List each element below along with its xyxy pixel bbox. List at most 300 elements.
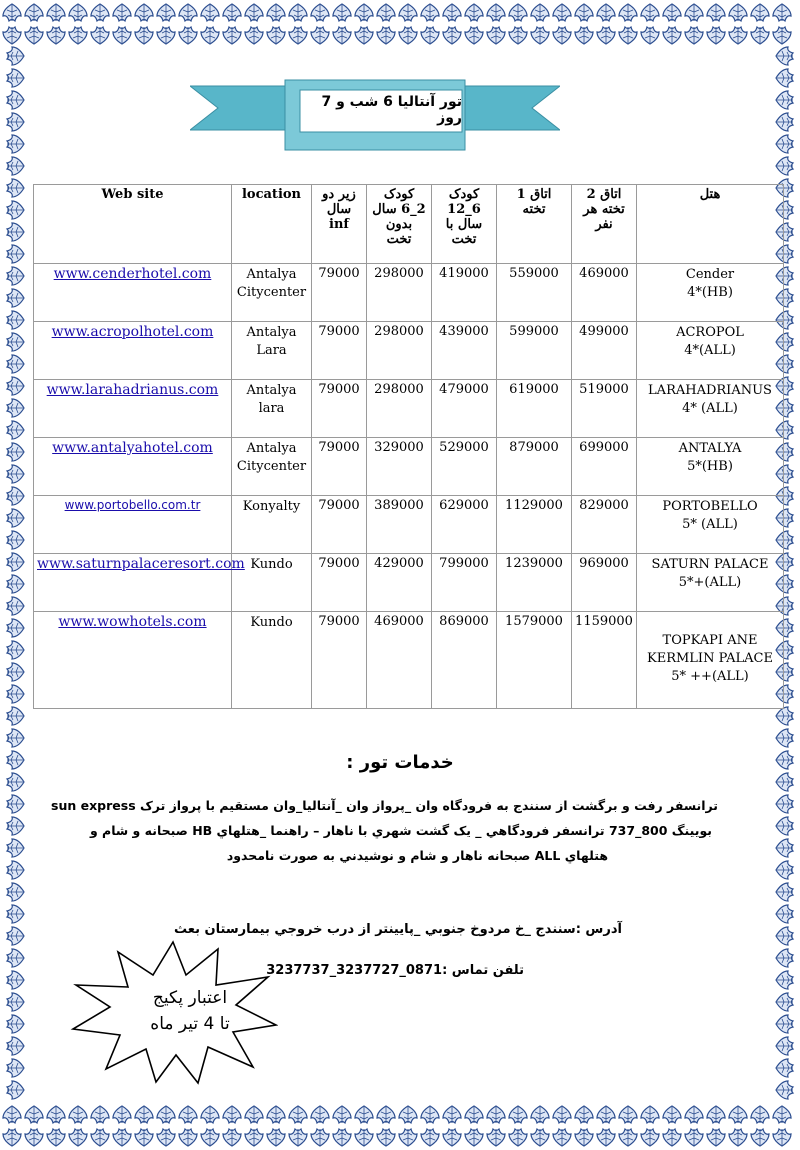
leaf-ornament xyxy=(7,47,24,65)
child-nobed-price: 389000 xyxy=(367,496,432,554)
double-room-price: 519000 xyxy=(572,380,637,438)
leaf-ornament xyxy=(69,1129,87,1146)
leaf-ornament xyxy=(113,27,131,44)
leaf-ornament xyxy=(7,1081,24,1099)
leaf-ornament xyxy=(443,1129,461,1146)
website-link[interactable]: www.saturnpalaceresort.com xyxy=(37,556,245,572)
leaf-ornament xyxy=(25,1129,43,1146)
leaf-ornament xyxy=(7,729,24,747)
leaf-ornament xyxy=(7,685,24,703)
location-line-2: Citycenter xyxy=(236,285,307,300)
leaf-ornament xyxy=(7,773,24,791)
leaf-ornament xyxy=(7,69,24,87)
leaf-ornament xyxy=(776,135,793,153)
leaf-ornament xyxy=(751,27,769,44)
leaf-ornament xyxy=(7,663,24,681)
location-line-1: Antalya xyxy=(246,325,297,340)
leaf-ornament xyxy=(7,861,24,879)
leaf-ornament xyxy=(7,509,24,527)
website-link[interactable]: www.wowhotels.com xyxy=(58,614,207,630)
leaf-ornament xyxy=(289,27,307,44)
leaf-ornament xyxy=(7,641,24,659)
leaf-ornament xyxy=(575,1106,593,1123)
leaf-ornament xyxy=(776,861,793,879)
leaf-ornament xyxy=(7,1059,24,1077)
leaf-ornament xyxy=(421,4,439,21)
leaf-ornament xyxy=(3,27,21,44)
child-bed-price: 529000 xyxy=(432,438,497,496)
leaf-ornament xyxy=(729,1106,747,1123)
leaf-ornament xyxy=(776,69,793,87)
leaf-ornament xyxy=(7,553,24,571)
leaf-ornament xyxy=(776,773,793,791)
location-line-2: lara xyxy=(258,401,285,416)
single-room-price: 599000 xyxy=(497,322,572,380)
leaf-ornament xyxy=(421,1129,439,1146)
header-child-bed xyxy=(432,185,497,264)
leaf-ornament xyxy=(157,1129,175,1146)
website-link[interactable]: www.cenderhotel.com xyxy=(53,266,212,282)
leaf-ornament xyxy=(179,27,197,44)
hotel-name-line-2: KERMLIN PALACE xyxy=(647,651,773,666)
hotel-name-line-2: 4*(HB) xyxy=(687,285,733,300)
leaf-ornament xyxy=(776,113,793,131)
leaf-ornament xyxy=(707,1129,725,1146)
leaf-ornament xyxy=(135,4,153,21)
hotel-cell xyxy=(637,380,784,438)
leaf-ornament xyxy=(223,27,241,44)
leaf-ornament xyxy=(377,4,395,21)
services-line-3: هتلهاي ALL صبحانه ناهار و شام و نوشيدني به صورت نامحدود xyxy=(226,848,608,863)
hotel-name-line-1: LARAHADRIANUS xyxy=(648,383,772,398)
services-title: خدمات تور : xyxy=(346,752,454,773)
leaf-ornament xyxy=(776,971,793,989)
leaf-ornament xyxy=(25,27,43,44)
leaf-ornament xyxy=(729,27,747,44)
leaf-ornament xyxy=(465,27,483,44)
leaf-ornament xyxy=(465,1106,483,1123)
leaf-ornament xyxy=(25,1106,43,1123)
leaf-ornament xyxy=(69,4,87,21)
leaf-ornament xyxy=(487,27,505,44)
leaf-ornament xyxy=(135,1129,153,1146)
header-child-bed-line4: تخت xyxy=(451,232,477,247)
leaf-ornament xyxy=(776,927,793,945)
validity-line-2: تا 4 تير ماه xyxy=(150,1014,230,1034)
leaf-ornament xyxy=(7,817,24,835)
table-header-row xyxy=(34,185,784,264)
header-child-nobed-line2: 2_6 سال xyxy=(372,202,426,217)
hotel-name-line-1: ACROPOL xyxy=(676,325,744,340)
hotel-name-line-1: Cender xyxy=(685,267,735,282)
table-row xyxy=(34,264,784,322)
header-hotel: هتل xyxy=(637,185,784,264)
leaf-ornament xyxy=(776,839,793,857)
leaf-ornament xyxy=(531,27,549,44)
infant-price: 79000 xyxy=(312,554,367,612)
leaf-ornament xyxy=(355,1106,373,1123)
leaf-ornament xyxy=(641,1106,659,1123)
leaf-ornament xyxy=(7,223,24,241)
leaf-ornament xyxy=(3,1106,21,1123)
double-room-price: 969000 xyxy=(572,554,637,612)
leaf-ornament xyxy=(355,1129,373,1146)
header-infant-line2: سال xyxy=(326,202,352,217)
header-child-bed-line1: کودک xyxy=(448,187,480,202)
leaf-ornament xyxy=(7,157,24,175)
infant-price: 79000 xyxy=(312,438,367,496)
leaf-ornament xyxy=(7,245,24,263)
leaf-ornament xyxy=(7,619,24,637)
header-single-line2: تخته xyxy=(522,202,546,217)
leaf-ornament xyxy=(7,201,24,219)
leaf-ornament xyxy=(663,27,681,44)
location-cell xyxy=(232,380,312,438)
leaf-ornament xyxy=(575,4,593,21)
single-room-price: 1239000 xyxy=(497,554,572,612)
leaf-ornament xyxy=(465,4,483,21)
child-bed-price: 479000 xyxy=(432,380,497,438)
child-bed-price: 869000 xyxy=(432,612,497,709)
child-bed-price: 419000 xyxy=(432,264,497,322)
leaf-ornament xyxy=(355,27,373,44)
leaf-ornament xyxy=(553,1129,571,1146)
leaf-ornament xyxy=(443,1106,461,1123)
leaf-ornament xyxy=(47,4,65,21)
leaf-ornament xyxy=(47,1106,65,1123)
leaf-ornament xyxy=(776,795,793,813)
leaf-ornament xyxy=(531,1129,549,1146)
leaf-ornament xyxy=(421,1106,439,1123)
header-infant-line3: inf xyxy=(329,217,349,232)
child-nobed-price: 329000 xyxy=(367,438,432,496)
child-nobed-price: 429000 xyxy=(367,554,432,612)
leaf-ornament xyxy=(267,1129,285,1146)
location-line-1: Kundo xyxy=(250,557,293,572)
leaf-ornament xyxy=(311,4,329,21)
leaf-ornament xyxy=(776,729,793,747)
website-cell xyxy=(34,322,232,380)
leaf-ornament xyxy=(245,1129,263,1146)
website-link[interactable]: www.portobello.com.tr xyxy=(64,498,201,512)
leaf-ornament xyxy=(7,927,24,945)
leaf-ornament xyxy=(201,27,219,44)
location-line-1: Antalya xyxy=(246,441,297,456)
website-cell xyxy=(34,612,232,709)
header-double-room xyxy=(572,185,637,264)
leaf-ornament xyxy=(201,4,219,21)
leaf-ornament xyxy=(443,4,461,21)
infant-price: 79000 xyxy=(312,322,367,380)
leaf-ornament xyxy=(575,27,593,44)
leaf-ornament xyxy=(773,4,791,21)
leaf-ornament xyxy=(47,27,65,44)
leaf-ornament xyxy=(179,1129,197,1146)
address-text: آدرس :سنندج _خ مردوخ جنوبي _پايينتر از درب خروجي بيمارستان بعث xyxy=(174,922,622,937)
leaf-ornament xyxy=(776,817,793,835)
header-location: location xyxy=(232,185,312,264)
leaf-ornament xyxy=(179,4,197,21)
double-room-price: 699000 xyxy=(572,438,637,496)
leaf-ornament xyxy=(776,91,793,109)
leaf-ornament xyxy=(553,4,571,21)
leaf-ornament xyxy=(729,1129,747,1146)
hotel-name-line-3: 5* ++(ALL) xyxy=(671,669,749,684)
leaf-ornament xyxy=(509,4,527,21)
leaf-ornament xyxy=(223,1106,241,1123)
leaf-ornament xyxy=(7,839,24,857)
leaf-ornament xyxy=(377,1106,395,1123)
leaf-ornament xyxy=(7,993,24,1011)
double-room-price: 469000 xyxy=(572,264,637,322)
leaf-ornament xyxy=(776,993,793,1011)
location-cell xyxy=(232,438,312,496)
leaf-ornament xyxy=(377,27,395,44)
leaf-ornament xyxy=(25,4,43,21)
single-room-price: 559000 xyxy=(497,264,572,322)
price-table xyxy=(33,184,784,709)
leaf-ornament xyxy=(707,4,725,21)
leaf-ornament xyxy=(773,1129,791,1146)
leaf-ornament xyxy=(179,1106,197,1123)
header-child-nobed-line4: تخت xyxy=(386,232,412,247)
leaf-ornament xyxy=(531,1106,549,1123)
leaf-ornament xyxy=(7,311,24,329)
child-bed-price: 629000 xyxy=(432,496,497,554)
single-room-price: 619000 xyxy=(497,380,572,438)
child-bed-price: 799000 xyxy=(432,554,497,612)
validity-line-1: اعتبار پکيج xyxy=(152,988,228,1008)
leaf-ornament xyxy=(707,27,725,44)
hotel-cell xyxy=(637,612,784,709)
leaf-ornament xyxy=(289,1129,307,1146)
single-room-price: 879000 xyxy=(497,438,572,496)
leaf-ornament xyxy=(47,1129,65,1146)
leaf-ornament xyxy=(289,4,307,21)
leaf-ornament xyxy=(685,27,703,44)
leaf-ornament xyxy=(7,575,24,593)
leaf-ornament xyxy=(69,1106,87,1123)
header-infant-line1: زير دو xyxy=(322,187,356,202)
hotel-cell xyxy=(637,322,784,380)
leaf-ornament xyxy=(7,355,24,373)
leaf-ornament xyxy=(531,4,549,21)
leaf-ornament xyxy=(7,465,24,483)
leaf-ornament xyxy=(7,421,24,439)
leaf-ornament xyxy=(773,1106,791,1123)
leaf-ornament xyxy=(267,27,285,44)
website-link[interactable]: www.larahadrianus.com xyxy=(46,382,219,398)
website-cell xyxy=(34,554,245,612)
leaf-ornament xyxy=(776,1081,793,1099)
leaf-ornament xyxy=(245,27,263,44)
leaf-ornament xyxy=(7,707,24,725)
leaf-ornament xyxy=(641,4,659,21)
leaf-ornament xyxy=(113,4,131,21)
leaf-ornament xyxy=(443,27,461,44)
leaf-ornament xyxy=(7,333,24,351)
leaf-ornament xyxy=(597,1129,615,1146)
leaf-ornament xyxy=(135,27,153,44)
leaf-ornament xyxy=(311,1129,329,1146)
leaf-ornament xyxy=(729,4,747,21)
header-child-bed-line2: 6_12 xyxy=(447,202,481,217)
leaf-ornament xyxy=(399,1106,417,1123)
single-room-price: 1129000 xyxy=(497,496,572,554)
leaf-ornament xyxy=(553,1106,571,1123)
leaf-ornament xyxy=(267,1106,285,1123)
leaf-ornament xyxy=(776,905,793,923)
validity-badge-text xyxy=(130,985,250,1037)
leaf-ornament xyxy=(7,267,24,285)
leaf-ornament xyxy=(157,27,175,44)
double-room-price: 829000 xyxy=(572,496,637,554)
leaf-ornament xyxy=(311,27,329,44)
leaf-ornament xyxy=(773,27,791,44)
table-row xyxy=(34,438,784,496)
leaf-ornament xyxy=(776,883,793,901)
leaf-ornament xyxy=(421,27,439,44)
leaf-ornament xyxy=(776,1015,793,1033)
website-cell xyxy=(34,380,232,438)
child-nobed-price: 298000 xyxy=(367,322,432,380)
leaf-ornament xyxy=(245,1106,263,1123)
leaf-ornament xyxy=(663,1106,681,1123)
leaf-ornament xyxy=(663,4,681,21)
leaf-ornament xyxy=(69,27,87,44)
leaf-ornament xyxy=(377,1129,395,1146)
leaf-ornament xyxy=(7,487,24,505)
table-row xyxy=(34,554,784,612)
leaf-ornament xyxy=(509,27,527,44)
leaf-ornament xyxy=(7,971,24,989)
hotel-name-line-1: ANTALYA xyxy=(678,441,742,456)
leaf-ornament xyxy=(7,531,24,549)
leaf-ornament xyxy=(597,1106,615,1123)
leaf-ornament xyxy=(333,27,351,44)
leaf-ornament xyxy=(685,1129,703,1146)
hotel-cell xyxy=(637,496,784,554)
leaf-ornament xyxy=(157,4,175,21)
hotel-name-line-2: 4*(ALL) xyxy=(684,343,736,358)
leaf-ornament xyxy=(685,4,703,21)
leaf-ornament xyxy=(509,1129,527,1146)
services-line-2: بويينگ 800_737 ترانسفر فرودگاهي _ يک گشت شهري با ناهار – راهنما _هتلهاي HB صبحانه و شام و xyxy=(89,823,712,838)
child-nobed-price: 469000 xyxy=(367,612,432,709)
leaf-ornament xyxy=(333,1106,351,1123)
leaf-ornament xyxy=(7,135,24,153)
leaf-ornament xyxy=(289,1106,307,1123)
location-line-1: Antalya xyxy=(246,383,297,398)
leaf-ornament xyxy=(267,4,285,21)
hotel-name-line-1: TOPKAPI ANE xyxy=(662,633,758,648)
website-link[interactable]: www.antalyahotel.com xyxy=(52,440,213,456)
leaf-ornament xyxy=(7,1037,24,1055)
hotel-cell xyxy=(637,554,784,612)
leaf-ornament xyxy=(7,443,24,461)
leaf-ornament xyxy=(7,949,24,967)
leaf-ornament xyxy=(487,1106,505,1123)
single-room-price: 1579000 xyxy=(497,612,572,709)
leaf-ornament xyxy=(7,399,24,417)
leaf-ornament xyxy=(776,949,793,967)
infant-price: 79000 xyxy=(312,264,367,322)
leaf-ornament xyxy=(487,1129,505,1146)
table-row xyxy=(34,612,784,709)
leaf-ornament xyxy=(7,377,24,395)
leaf-ornament xyxy=(776,157,793,175)
child-bed-price: 439000 xyxy=(432,322,497,380)
leaf-ornament xyxy=(751,1129,769,1146)
leaf-ornament xyxy=(487,4,505,21)
leaf-ornament xyxy=(113,1129,131,1146)
leaf-ornament xyxy=(7,289,24,307)
leaf-ornament xyxy=(776,47,793,65)
leaf-ornament xyxy=(553,27,571,44)
website-link[interactable]: www.acropolhotel.com xyxy=(51,324,214,340)
hotel-name-line-2: 5*(HB) xyxy=(687,459,733,474)
infant-price: 79000 xyxy=(312,612,367,709)
services-line-1: ترانسفر رفت و برگشت از سنندج به فرودگاه وان _پرواز وان _آنتاليا_وان مستقيم با پرواز ترک sun express xyxy=(51,798,718,813)
leaf-ornament xyxy=(707,1106,725,1123)
leaf-ornament xyxy=(7,91,24,109)
leaf-ornament xyxy=(91,1129,109,1146)
table-row xyxy=(34,322,784,380)
leaf-ornament xyxy=(201,1106,219,1123)
website-cell xyxy=(34,496,232,554)
leaf-ornament xyxy=(663,1129,681,1146)
leaf-ornament xyxy=(509,1106,527,1123)
double-room-price: 499000 xyxy=(572,322,637,380)
leaf-ornament xyxy=(751,4,769,21)
leaf-ornament xyxy=(135,1106,153,1123)
hotel-name-line-2: 5*+(ALL) xyxy=(678,575,742,590)
leaf-ornament xyxy=(245,4,263,21)
hotel-name-line-2: 5* (ALL) xyxy=(682,517,738,532)
leaf-ornament xyxy=(776,1059,793,1077)
location-cell xyxy=(232,322,312,380)
leaf-ornament xyxy=(7,1015,24,1033)
leaf-ornament xyxy=(597,27,615,44)
leaf-ornament xyxy=(619,4,637,21)
leaf-ornament xyxy=(619,1106,637,1123)
leaf-ornament xyxy=(685,1106,703,1123)
child-nobed-price: 298000 xyxy=(367,380,432,438)
leaf-ornament xyxy=(91,1106,109,1123)
leaf-ornament xyxy=(776,707,793,725)
website-cell xyxy=(34,264,232,322)
hotel-name-line-1: SATURN PALACE xyxy=(651,557,769,572)
location-line-1: Antalya xyxy=(246,267,297,282)
hotel-name-line-1: PORTOBELLO xyxy=(662,499,758,514)
leaf-ornament xyxy=(201,1129,219,1146)
leaf-ornament xyxy=(223,4,241,21)
header-double-line2: تخته هر xyxy=(583,202,625,217)
leaf-ornament xyxy=(223,1129,241,1146)
infant-price: 79000 xyxy=(312,380,367,438)
leaf-ornament xyxy=(619,1129,637,1146)
leaf-ornament xyxy=(7,795,24,813)
header-single-line1: اتاق 1 xyxy=(516,187,552,202)
leaf-ornament xyxy=(333,4,351,21)
leaf-ornament xyxy=(399,27,417,44)
leaf-ornament xyxy=(751,1106,769,1123)
hotel-cell xyxy=(637,264,784,322)
leaf-ornament xyxy=(3,1129,21,1146)
leaf-ornament xyxy=(465,1129,483,1146)
location-line-2: Lara xyxy=(256,343,287,358)
hotel-cell xyxy=(637,438,784,496)
